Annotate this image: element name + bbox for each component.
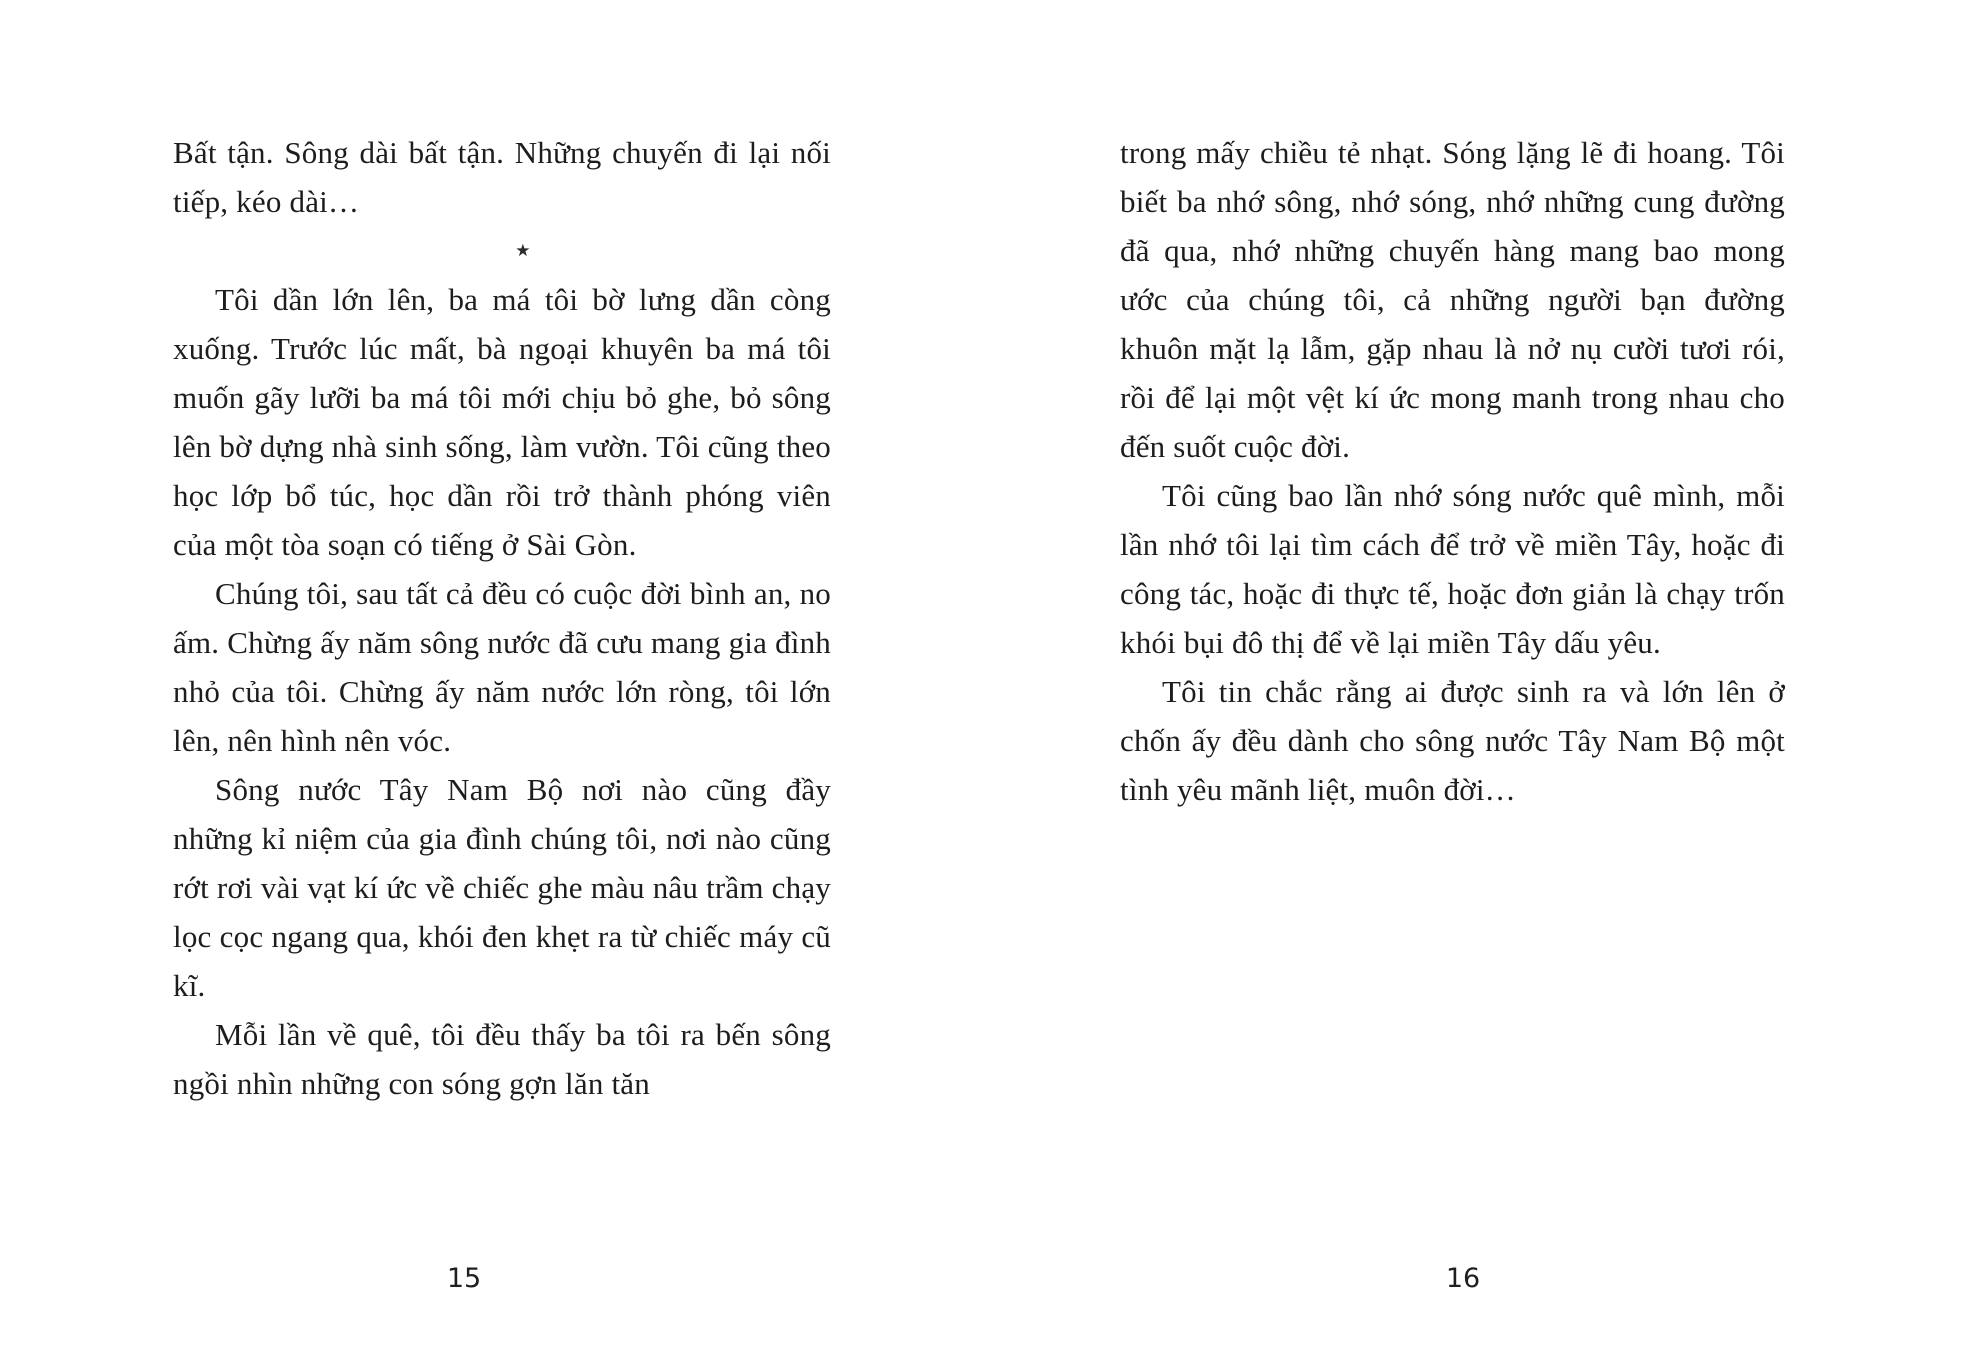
right-page-paragraph-2: Tôi tin chắc rằng ai được sinh ra và lớn lên ở chốn ấy đều dành cho sông nước Tây Nam Bộ một tình yêu mãnh liệt, muôn đời… xyxy=(1120,674,1785,807)
left-page-continuation-paragraph: Bất tận. Sông dài bất tận. Những chuyến đi lại nối tiếp, kéo dài… xyxy=(173,135,831,219)
left-page-paragraph-1: Tôi dần lớn lên, ba má tôi bờ lưng dần còng xuống. Trước lúc mất, bà ngoại khuyên ba má tôi muốn gãy lưỡi ba má tôi mới chịu bỏ ghe, bỏ sông lên bờ dựng nhà sinh sống, làm vườn. Tôi cũng theo học lớp bổ túc, học dần rồi trở thành phóng viên của một tòa soạn có tiếng ở Sài Gòn. xyxy=(173,282,831,562)
right-page-paragraph-1: Tôi cũng bao lần nhớ sóng nước quê mình, mỗi lần nhớ tôi lại tìm cách để trở về miền Tây, hoặc đi công tác, hoặc đi thực tế, hoặc đơn giản là chạy trốn khói bụi đô thị để về lại miền Tây dấu yêu. xyxy=(1120,478,1785,660)
right-page-text-column xyxy=(1120,128,1785,814)
left-page-paragraph-2: Chúng tôi, sau tất cả đều có cuộc đời bình an, no ấm. Chừng ấy năm sông nước đã cưu mang gia đình nhỏ của tôi. Chừng ấy năm nước lớn ròng, tôi lớn lên, nên hình nên vóc. xyxy=(173,576,831,758)
left-page-paragraph-3: Sông nước Tây Nam Bộ nơi nào cũng đầy những kỉ niệm của gia đình chúng tôi, nơi nào cũng rớt rơi vài vạt kí ức về chiếc ghe màu nâu trầm chạy lọc cọc ngang qua, khói đen khẹt ra từ chiếc máy cũ kĩ. xyxy=(173,772,831,1003)
page-number-left: 15 xyxy=(446,1263,482,1294)
section-break-star: ★ xyxy=(515,241,531,260)
left-page-paragraph-4: Mỗi lần về quê, tôi đều thấy ba tôi ra bến sông ngồi nhìn những con sóng gợn lăn tăn xyxy=(173,1017,831,1101)
left-page-text-column xyxy=(173,128,831,1108)
right-page-continuation-paragraph: trong mấy chiều tẻ nhạt. Sóng lặng lẽ đi hoang. Tôi biết ba nhớ sông, nhớ sóng, nhớ những cung đường đã qua, nhớ những chuyến hàng mang bao mong ước của chúng tôi, cả những người bạn đường khuôn mặt lạ lẫm, gặp nhau là nở nụ cười tươi rói, rồi để lại một vệt kí ức mong manh trong nhau cho đến suốt cuộc đời. xyxy=(1120,135,1785,464)
page-number-right: 16 xyxy=(1445,1263,1481,1294)
